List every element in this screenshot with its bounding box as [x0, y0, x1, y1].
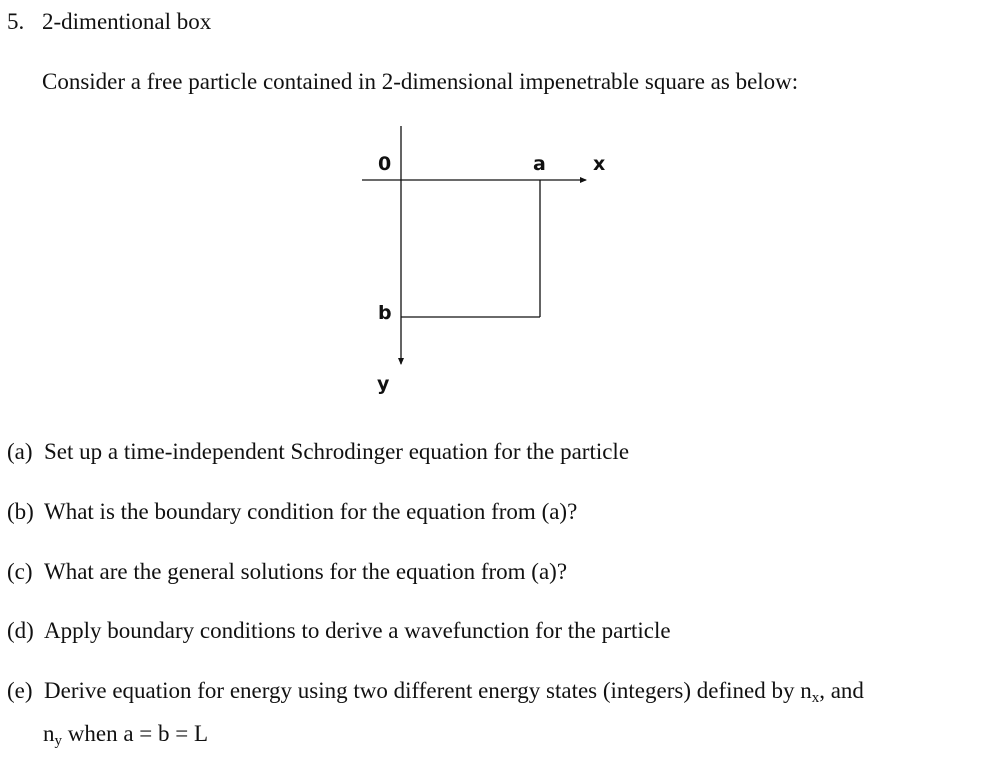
- part-d: [7, 617, 671, 645]
- part-e: [7, 677, 864, 712]
- part-text: What are the general solutions for the equation from (a)?: [44, 559, 568, 584]
- x-corner-label: a: [533, 153, 546, 175]
- part-label: (a): [7, 439, 33, 464]
- origin-label: 0: [378, 153, 392, 175]
- part-label: (c): [7, 559, 33, 584]
- part-label: (b): [7, 499, 34, 524]
- x-axis-label: x: [593, 153, 606, 175]
- subscript-y: y: [54, 733, 62, 749]
- part-label: (e): [7, 678, 33, 703]
- part-c: [7, 558, 567, 586]
- question-intro: Consider a free particle contained in 2-dimensional impenetrable square as below:: [42, 69, 799, 94]
- part-label: (d): [7, 618, 34, 643]
- y-axis-label: y: [377, 373, 390, 395]
- part-text: Apply boundary conditions to derive a wavefunction for the particle: [44, 618, 671, 643]
- condition-text: when a = b = L: [62, 721, 209, 746]
- part-text-after: , and: [819, 678, 864, 703]
- part-text: Derive equation for energy using two different energy states (integers) defined by n: [44, 678, 812, 703]
- part-b: [7, 498, 577, 526]
- part-text: Set up a time-independent Schrodinger equation for the particle: [44, 439, 630, 464]
- subscript-x: x: [811, 690, 820, 706]
- n-symbol: n: [43, 721, 55, 746]
- part-a: [7, 438, 629, 466]
- question-title: 2-dimentional box: [42, 9, 212, 34]
- y-corner-label: b: [378, 302, 392, 324]
- part-text: What is the boundary condition for the equation from (a)?: [44, 499, 578, 524]
- part-e-continuation: [43, 720, 208, 755]
- question-number: 5.: [7, 9, 25, 34]
